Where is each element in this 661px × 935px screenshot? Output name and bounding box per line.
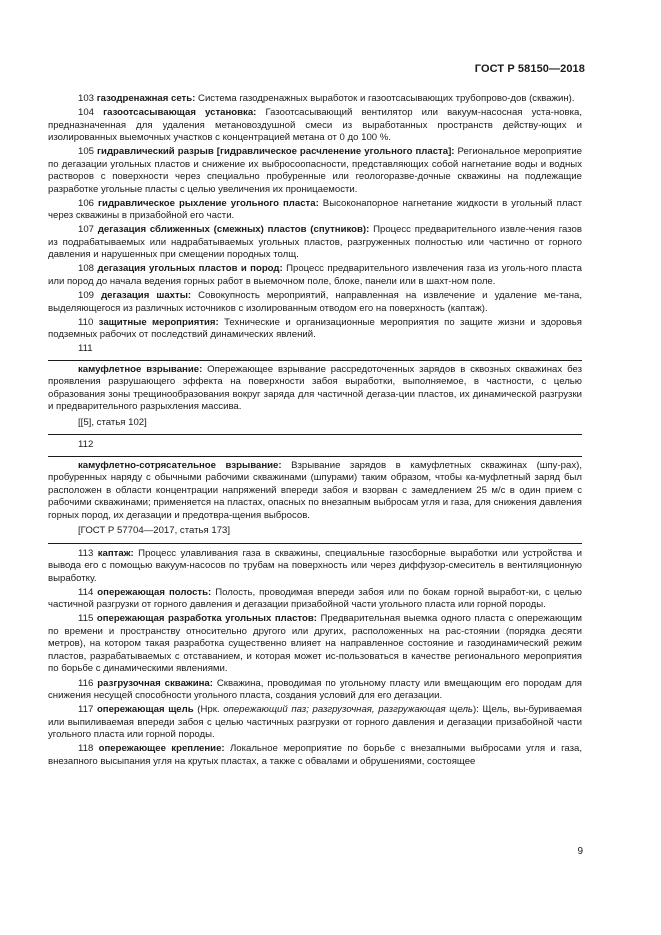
entry-term: защитные мероприятия:	[98, 316, 219, 328]
entry-number: 113	[78, 547, 94, 559]
entry-term: опережающая щель	[96, 704, 194, 716]
entry-number: 117	[78, 704, 94, 716]
entry-term: газоотсасывающая установка:	[103, 107, 257, 119]
entry-number: 108	[78, 263, 95, 275]
entry-number: 116	[78, 677, 94, 689]
page-number: 9	[577, 846, 583, 857]
entry-105	[48, 146, 582, 196]
entry-106	[48, 198, 582, 223]
entry-source: [[5], статья 102]	[78, 416, 147, 428]
entry-term: дегазация сближенных (смежных) пластов (спутников):	[97, 224, 370, 236]
entry-116	[48, 678, 582, 703]
entry-108	[48, 263, 582, 288]
entry-definition: Региональное мероприятие по дегазации угольных пластов и снижение их выбросоопасности, представляющих собой нагнетание воды и водных растворов с поверхности через специально пробуренные или геологоразве-дочные скважины на подлежащие разработке угольные пласты с целью увеличения их проницаемости.	[48, 146, 583, 195]
entry-definition: Процесс предварительного извле-чения газов из подрабатываемых или надрабатываемых угольных пластов, разгруженных полностью или частично от горного давления и нарушенных при смещении породных толщ.	[48, 224, 582, 261]
entry-term: опережающее крепление:	[98, 743, 225, 755]
entry-definition: Полость, проводимая впереди забоя или по бокам горной выработ-ки, с целью частичной разгрузки от горного давления и дегазации призабойной части угольного пласта или горной породы.	[48, 586, 582, 611]
entry-number: 115	[78, 613, 94, 625]
entry-term: камуфлетно-сотрясательное взрывание:	[78, 459, 282, 471]
entry-number: 103	[78, 93, 95, 104]
entry-definition: Совокупность мероприятий, направленная на извлечение и удаление ме-тана, выделяющегося из различных источников с изолированным отводом его на поверхность (каптаж).	[48, 290, 582, 314]
entry-107	[48, 224, 582, 262]
entry-number: 105	[78, 146, 95, 158]
entry-118	[48, 743, 582, 768]
entry-term: гидравлическое рыхление угольного пласта:	[98, 197, 319, 209]
entry-114	[48, 587, 582, 612]
standard-designation: ГОСТ Р 58150—2018	[474, 63, 585, 75]
entry-term: газодренажная сеть:	[96, 93, 196, 104]
entry-113	[48, 548, 582, 586]
entry-term: дегазация шахты:	[101, 290, 192, 302]
entry-number: 110	[78, 316, 94, 328]
entry-number: 112	[78, 439, 94, 451]
entry-definition: Взрывание зарядов в камуфлетных скважинах (шпу-рах), пробуренных наряду с обычными рабочими скважинами (шпурами) таким образом, чтобы ка-муфлетный заряд был расположен в области концентрации напряжений впереди забоя и взорван с замедлением 25 м/с в один прием с рабочими скважинами; применяется на пластах, опасных по внезапным выбросам угля и газа, для снижения давления горных пород, их дегазации и предотвра-щения выбросов.	[48, 459, 582, 521]
entry-112	[48, 460, 582, 523]
entry-nonrecommended-terms: опережающий паз; разгрузочная, разгружающая щель	[223, 704, 473, 716]
entry-definition: Щель, вы-буриваемая или выпиливаемая впереди забоя с целью частичных разгрузки от горного давления и дегазации призабойной части угольного пласта или горной породы.	[48, 704, 582, 741]
terms-content	[48, 93, 582, 770]
entry-number: 118	[78, 743, 94, 755]
entry-111	[48, 364, 582, 414]
entry-number: 114	[78, 586, 94, 598]
entry-number: 107	[78, 224, 95, 236]
entry-definition: Локальное мероприятие по борьбе с внезапными выбросами угля и газа, внезапного высыпания угля на крутых пластах, а также с обвалами и обрушениями, состоящее	[48, 743, 583, 767]
entry-definition: Процесс улавливания газа в скважины, специальные газосборные выработки или устройства и вывода его с помощью вакуум-насосов по трубам на поверхность или через диффузор-смеситель в вентиляционную выработку.	[48, 547, 582, 584]
entry-term: опережающая разработка угольных пластов:	[96, 613, 317, 625]
entry-number: 106	[78, 197, 95, 209]
entry-104	[48, 107, 582, 145]
entry-definition: Предварительная выемка одного пласта с опережающим по времени и пространству относительно другого или других, расположенных на рас-стоянии (порядка десяти метров), на котором такая разработка существенно влияет на направленное состояние и газодинамический режим пластов, разрабатываемых с отставанием, и которая может ис-пользоваться в качестве регионального мероприятия по борьбе с динамическими явлениями.	[48, 613, 582, 675]
entry-definition: Технические и организационные мероприятия по защите жизни и здоровья подземных рабочих от последствий динамических явлений.	[48, 316, 582, 341]
entry-definition: Скважина, проводимая по угольному пласту или вмещающим его породам для снижения несущей способности угольного пласта, создания условий для его дегазации.	[48, 677, 583, 702]
entry-112-box	[48, 456, 582, 544]
entry-109	[48, 290, 582, 315]
entry-definition: Процесс предварительного извлечения газа из уголь-ного пласта или пород до начала ведения горных работ в выемочном поле, блоке, панели или в шахт-ном поле.	[48, 263, 582, 287]
entry-term: гидравлический разрыв [гидравлическое расчленение угольного пласта]:	[97, 146, 455, 158]
entry-115	[48, 613, 582, 676]
entry-term: каптаж:	[97, 547, 134, 559]
entry-103	[48, 93, 582, 106]
entry-definition: Система газодренажных выработок и газоотсасывающих трубопрово-дов (скважин).	[195, 93, 575, 104]
entry-nrk-suffix: ):	[472, 704, 479, 716]
entry-number: 109	[78, 290, 95, 302]
entry-nrk-prefix: (Нрк.	[193, 704, 224, 716]
entry-number: 104	[78, 107, 95, 119]
entry-term: разгрузочная скважина:	[97, 677, 213, 689]
entry-term: дегазация угольных пластов и пород:	[97, 263, 283, 275]
entry-number: 111	[78, 343, 93, 355]
entry-source: [ГОСТ Р 57704—2017, статья 173]	[78, 525, 231, 537]
entry-110	[48, 317, 582, 342]
entry-111-box	[48, 360, 582, 436]
entry-definition: Газоотсасывающий вентилятор или вакуум-насосная уста-новка, предназначенная для удаления метановоздушной смеси из выработанных пространств действу-ющих и изолированных выемочных участков с концентрацией метана от 0 до 100 %.	[48, 107, 583, 144]
entry-definition: Опережающее взрывание рассредоточенных зарядов в сквозных скважинах без проявления разрушающего эффекта на поверхности забоя выработки, выполняемое, в частности, с целью образования зоны трещинообразования вокруг заряда для частичной дегаза-ции пластов, их динамической разгрузки и предварительного разрыхления массива.	[48, 363, 582, 413]
entry-term: опережающая полость:	[97, 586, 212, 598]
entry-117	[48, 704, 582, 742]
entry-term: камуфлетное взрывание:	[78, 363, 203, 375]
entry-definition: Высоконапорное нагнетание жидкости в угольный пласт через скважины в призабойной его части.	[48, 197, 582, 222]
